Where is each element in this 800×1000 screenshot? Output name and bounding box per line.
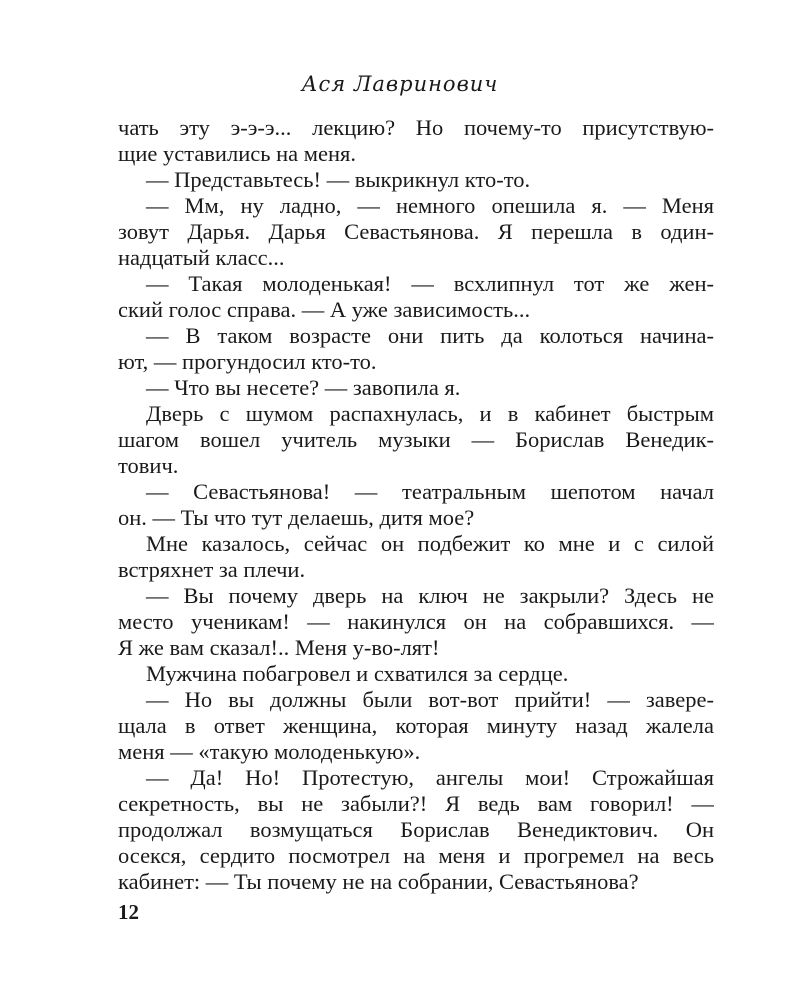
text-line: — Вы почему дверь на ключ не закрыли? Здесь не (146, 583, 714, 608)
text-line: встряхнет за плечи. (118, 557, 306, 582)
text-line: — Мм, ну ладно, — немного опешила я. — Меня (146, 193, 714, 218)
text-line: место ученикам! — накинулся он на собравшихся. — (118, 609, 714, 634)
text-line: — Да! Но! Протестую, ангелы мои! Строжайшая (146, 765, 714, 790)
text-line: — Представьтесь! — выкрикнул кто-то. (146, 167, 531, 192)
text-line: секретность, вы не забыли?! Я ведь вам говорил! — (118, 791, 714, 816)
text-line: щие уставились на меня. (118, 141, 357, 166)
text-line: меня — «такую молоденькую». (118, 739, 421, 764)
text-line: надцатый класс... (118, 245, 285, 270)
text-line: шагом вошел учитель музыки — Борислав Венедик- (118, 427, 714, 452)
text-line: продолжал возмущаться Борислав Венедиктович. Он (118, 817, 714, 842)
text-line: тович. (118, 453, 179, 478)
text-line: — Такая молоденькая! — всхлипнул тот же жен- (146, 271, 714, 296)
text-line: щала в ответ женщина, которая минуту назад жалела (118, 713, 714, 738)
body-text (118, 115, 714, 895)
text-line: — Но вы должны были вот-вот прийти! — завере- (146, 687, 714, 712)
text-line: — В таком возрасте они пить да колоться начина- (146, 323, 714, 348)
text-line: — Севастьянова! — театральным шепотом начал (146, 479, 714, 504)
text-line: чать эту э-э-э... лекцию? Но почему-то присутствую- (118, 115, 714, 140)
text-line: ют, — прогундосил кто-то. (118, 349, 377, 374)
running-header-author: Ася Лавринович (301, 72, 499, 96)
text-line: Мужчина побагровел и схватился за сердце. (146, 661, 569, 686)
text-line: — Что вы несете? — завопила я. (146, 375, 461, 400)
text-line: зовут Дарья. Дарья Севастьянова. Я перешла в один- (118, 219, 714, 244)
text-line: Мне казалось, сейчас он подбежит ко мне и с силой (146, 531, 714, 556)
text-line: кабинет: — Ты почему не на собрании, Севастьянова? (118, 869, 639, 894)
text-line: ский голос справа. — А уже зависимость... (118, 297, 531, 322)
text-line: Я же вам сказал!.. Меня у-во-лят! (118, 635, 440, 660)
text-line: он. — Ты что тут делаешь, дитя мое? (118, 505, 475, 530)
text-line: Дверь с шумом распахнулась, и в кабинет быстрым (146, 401, 714, 426)
page-number: 12 (118, 900, 139, 924)
text-line: осекся, сердито посмотрел на меня и прогремел на весь (118, 843, 714, 868)
